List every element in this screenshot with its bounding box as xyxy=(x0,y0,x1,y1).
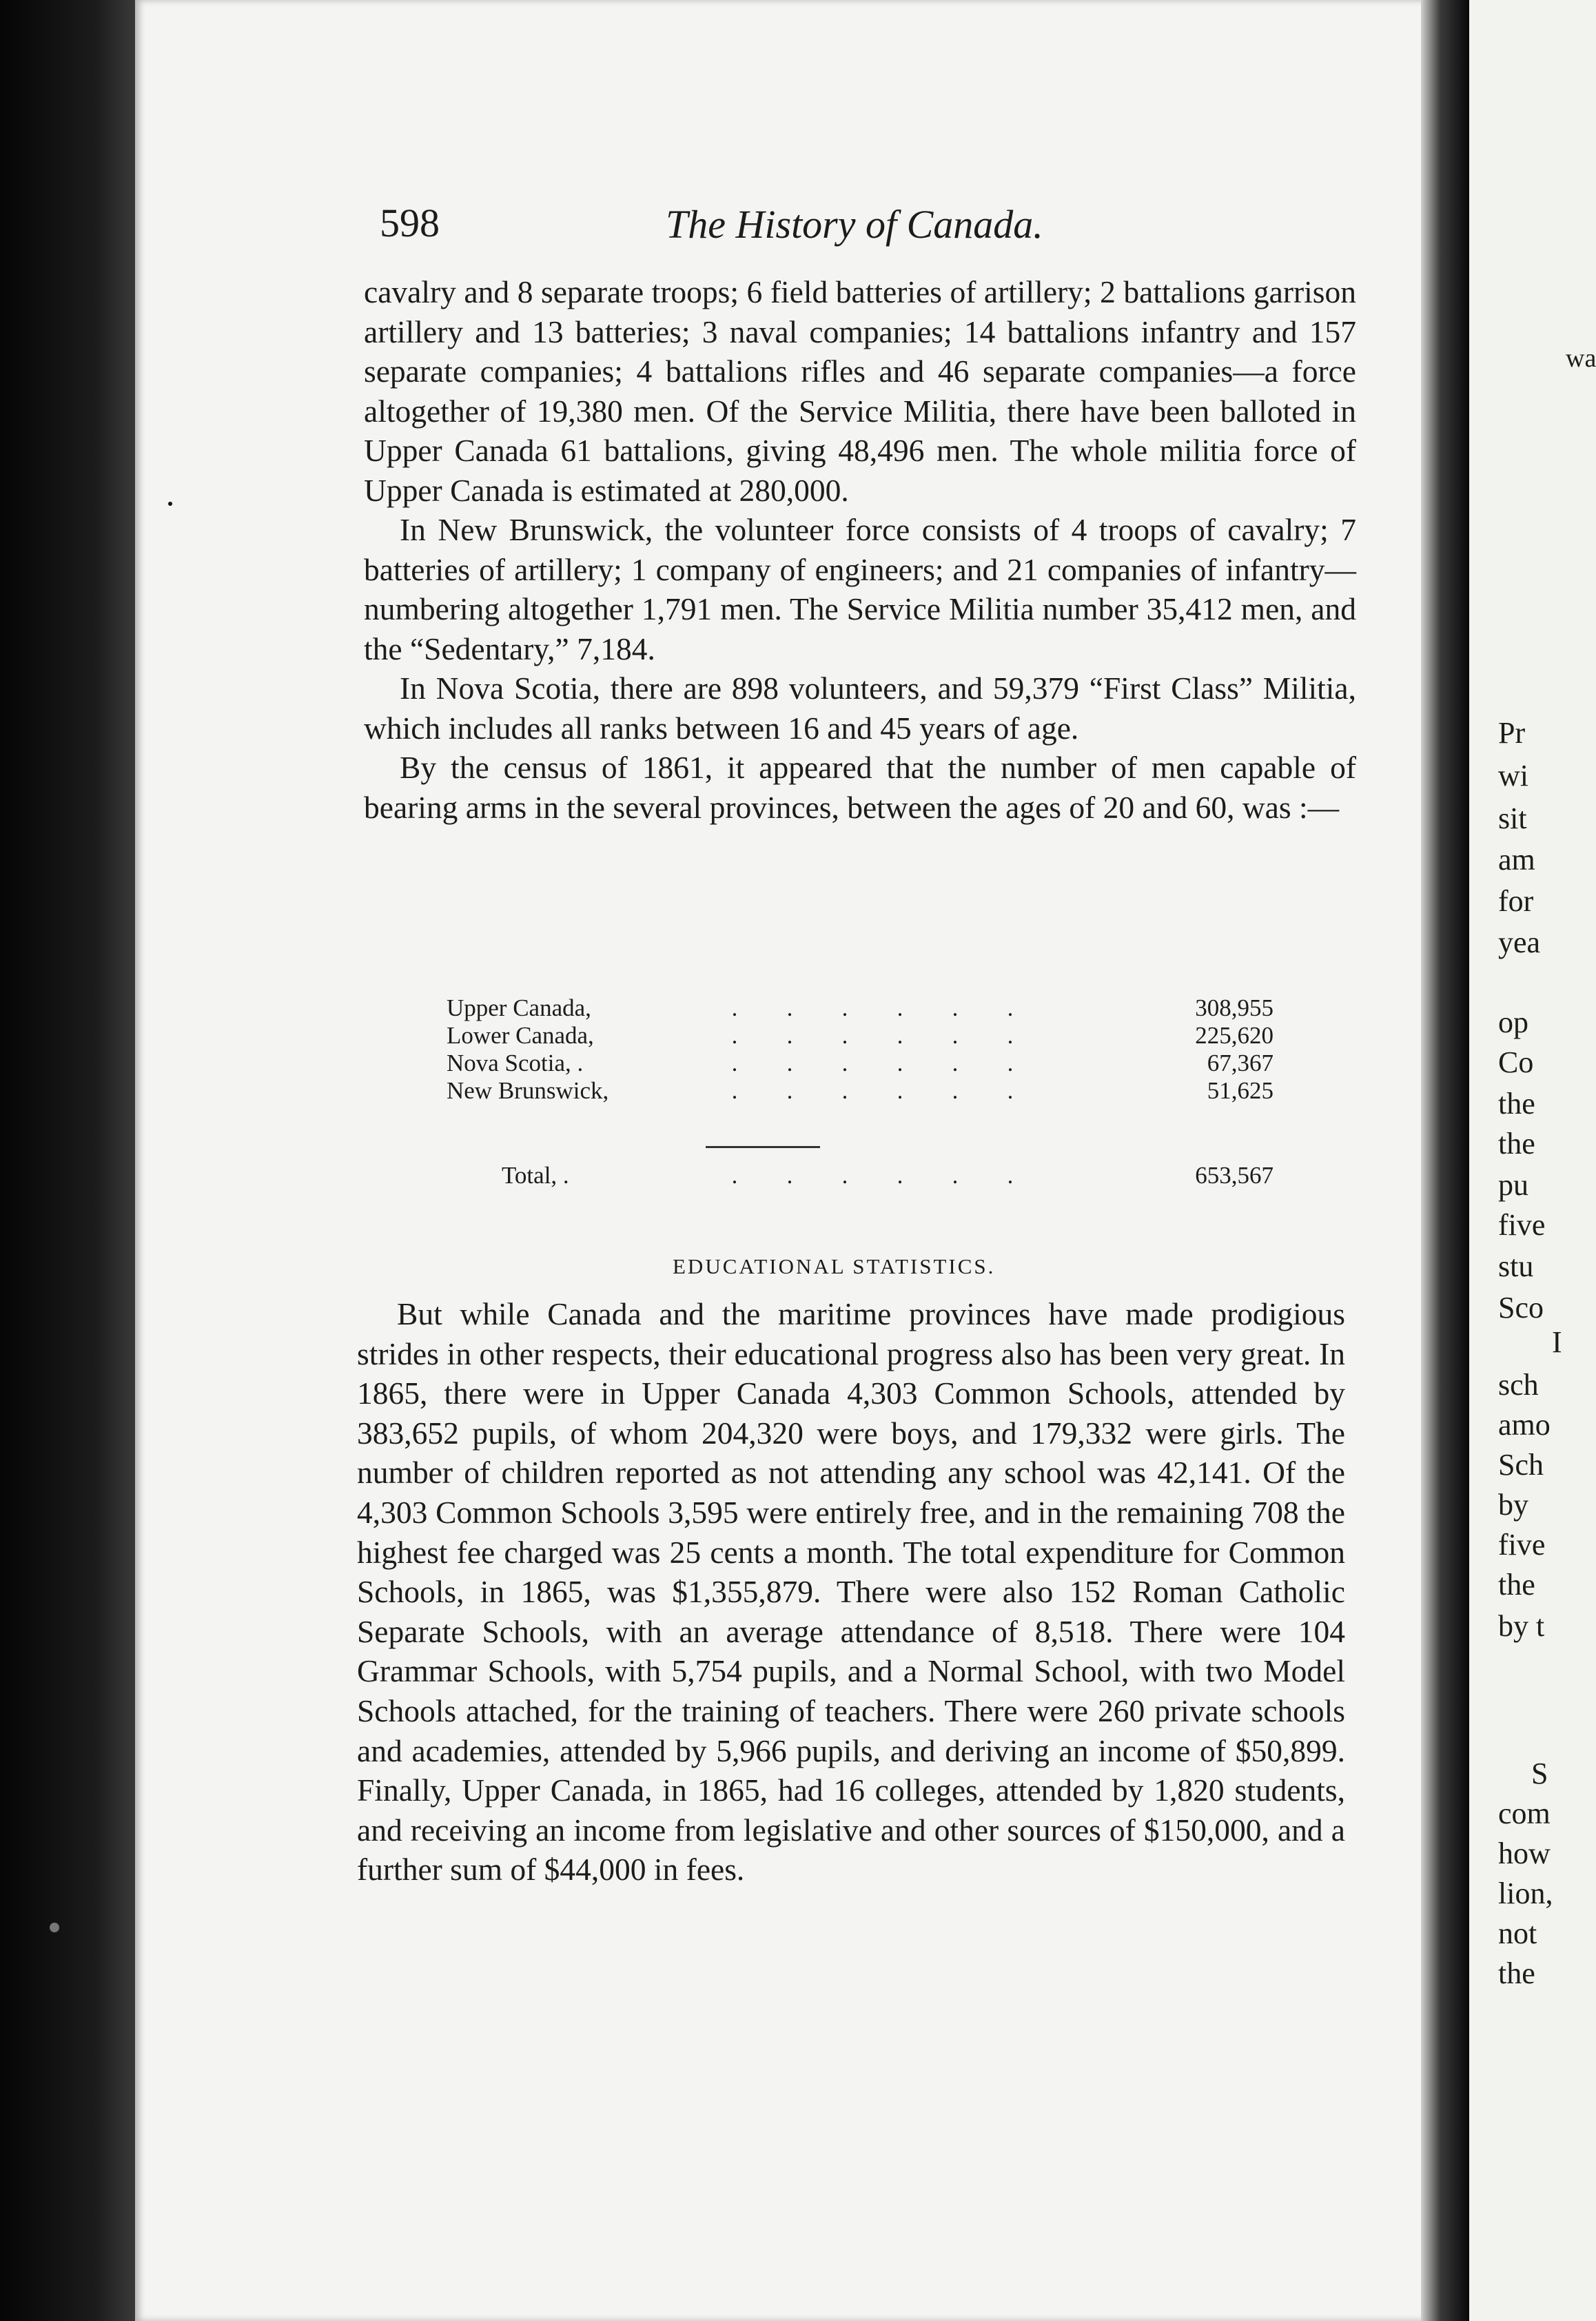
facing-page-fragment: Sco xyxy=(1498,1291,1544,1325)
facing-page-fragment: by t xyxy=(1498,1609,1545,1643)
facing-page-fragment: Sch xyxy=(1498,1448,1544,1482)
province-name: Upper Canada, xyxy=(447,994,591,1021)
men-count: 51,625 xyxy=(1207,1077,1273,1104)
facing-page-fragment: stu xyxy=(1498,1249,1534,1283)
section-heading: EDUCATIONAL STATISTICS. xyxy=(673,1254,996,1278)
paragraph-education: But while Canada and the maritime provinces have made prodigious strides in other respects, their educational progress also has been very great. In 1865, there were in Upper Canada 4,303 Common Schools, attended by 383,652 pupils, of whom 204,320 were boys, and 179,332 were girls. The number of children reported as not attending any school was 42,141. Of the 4,303 Common Schools 3,595 were entirely free, and in the remaining 708 the highest fee charged was 25 cents a month. The total expenditure for Common Schools, in 1865, was $1,355,879. There were also 152 Roman Catholic Separate Schools, with an average attendance of 8,518. There were 104 Grammar Schools, with 5,754 pupils, and a Normal School, with two Model Schools attached, for the training of teachers. There were 260 private schools and academies, attended by 5,966 pupils, and deriving an income of $50,899. Finally, Upper Canada, in 1865, had 16 colleges, attended by 1,820 students, and receiving an income from legislative and other sources of $150,000, and a further sum of $44,000 in fees. xyxy=(357,1296,1345,1888)
facing-page-fragment: sit xyxy=(1498,801,1527,835)
education-section xyxy=(357,1294,1345,1890)
paragraph-upper-canada-militia: cavalry and 8 separate troops; 6 field batteries of artillery; 2 battalions garrison artillery and 13 batteries; 3 naval companies; 14 battalions infantry and 157 separate companies; 4 battalions rifles and 46 separate companies—a force altogether of 19,380 men. Of the Service Militia, there have been balloted in Upper Canada 61 battalions, giving 48,496 men. The whole militia force of Upper Canada is estimated at 280,000. xyxy=(364,274,1356,508)
running-title: The History of Canada. xyxy=(666,202,1043,247)
province-name: Nova Scotia, . xyxy=(447,1050,584,1076)
militia-section xyxy=(364,272,1356,827)
table-total-row xyxy=(447,1162,1273,1189)
facing-page-fragment: op xyxy=(1498,1005,1528,1039)
facing-page-fragment: for xyxy=(1498,884,1534,918)
leader-dots: . . . . . . xyxy=(731,994,1014,1021)
table-row xyxy=(447,994,1273,1022)
print-speck xyxy=(168,502,172,506)
facing-page-fragment: pu xyxy=(1498,1168,1528,1202)
census-table xyxy=(447,994,1273,1189)
leader-dots: . . . . . . xyxy=(731,1162,1014,1189)
leader-dots: . . . . . . xyxy=(731,1022,1014,1049)
paragraph-new-brunswick: In New Brunswick, the volunteer force consists of 4 troops of cavalry; 7 batteries of artillery; 1 company of engineers; and 21 companies of infantry—numbering altogether 1,791 men. The Service Militia number 35,412 men, and the “Sedentary,” 7,184. xyxy=(364,512,1356,666)
province-name: New Brunswick, xyxy=(447,1077,609,1104)
men-count: 308,955 xyxy=(1195,994,1273,1021)
facing-page-fragment: amo xyxy=(1498,1408,1551,1442)
province-name: Lower Canada, xyxy=(447,1022,594,1049)
table-row xyxy=(447,1050,1273,1077)
facing-page-fragment: I xyxy=(1552,1325,1562,1359)
total-label: Total, . xyxy=(502,1162,569,1189)
facing-page-fragment: the xyxy=(1498,1087,1535,1121)
facing-page-fragment: five xyxy=(1498,1208,1546,1242)
men-count: 67,367 xyxy=(1207,1050,1273,1076)
page-number: 598 xyxy=(380,201,440,245)
facing-page-fragment: the xyxy=(1498,1568,1535,1602)
paragraph-nova-scotia: In Nova Scotia, there are 898 volunteers, and 59,379 “First Class” Militia, which includes all ranks between 16 and 45 years of age. xyxy=(364,671,1356,746)
facing-page-fragment: yea xyxy=(1498,926,1541,959)
leader-dots: . . . . . . xyxy=(731,1050,1014,1076)
facing-page-fragment: sch xyxy=(1498,1368,1539,1402)
print-speck xyxy=(50,1923,59,1932)
facing-page-fragment: com xyxy=(1498,1797,1551,1830)
left-binding-edge xyxy=(0,0,135,2321)
leader-dots: . . . . . . xyxy=(731,1077,1014,1104)
facing-page-fragment: the xyxy=(1498,1127,1535,1160)
facing-page-fragment: the xyxy=(1498,1956,1535,1990)
facing-page-fragment: lion, xyxy=(1498,1877,1553,1910)
table-row xyxy=(447,1022,1273,1050)
facing-page-fragment: by xyxy=(1498,1488,1528,1522)
facing-page-fragment: wa xyxy=(1566,344,1596,373)
men-count: 225,620 xyxy=(1195,1022,1273,1049)
book-gutter xyxy=(1421,0,1469,2321)
total-value: 653,567 xyxy=(1195,1162,1273,1189)
paragraph-census: By the census of 1861, it appeared that the number of men capable of bearing arms in the several provinces, between the ages of 20 and 60, was :— xyxy=(364,750,1356,825)
facing-page-fragment: five xyxy=(1498,1528,1546,1562)
facing-page xyxy=(1469,0,1596,2321)
facing-page-fragment: S xyxy=(1531,1757,1548,1790)
table-row xyxy=(447,1077,1273,1105)
page-header xyxy=(380,200,1089,262)
facing-page-fragment: Co xyxy=(1498,1045,1534,1079)
facing-page-fragment: not xyxy=(1498,1916,1537,1950)
facing-page-fragment: am xyxy=(1498,843,1535,877)
facing-page-fragment: wi xyxy=(1498,759,1528,793)
facing-page-fragment: Pr xyxy=(1498,716,1526,750)
facing-page-fragment: how xyxy=(1498,1837,1551,1870)
sum-rule xyxy=(706,1146,820,1148)
